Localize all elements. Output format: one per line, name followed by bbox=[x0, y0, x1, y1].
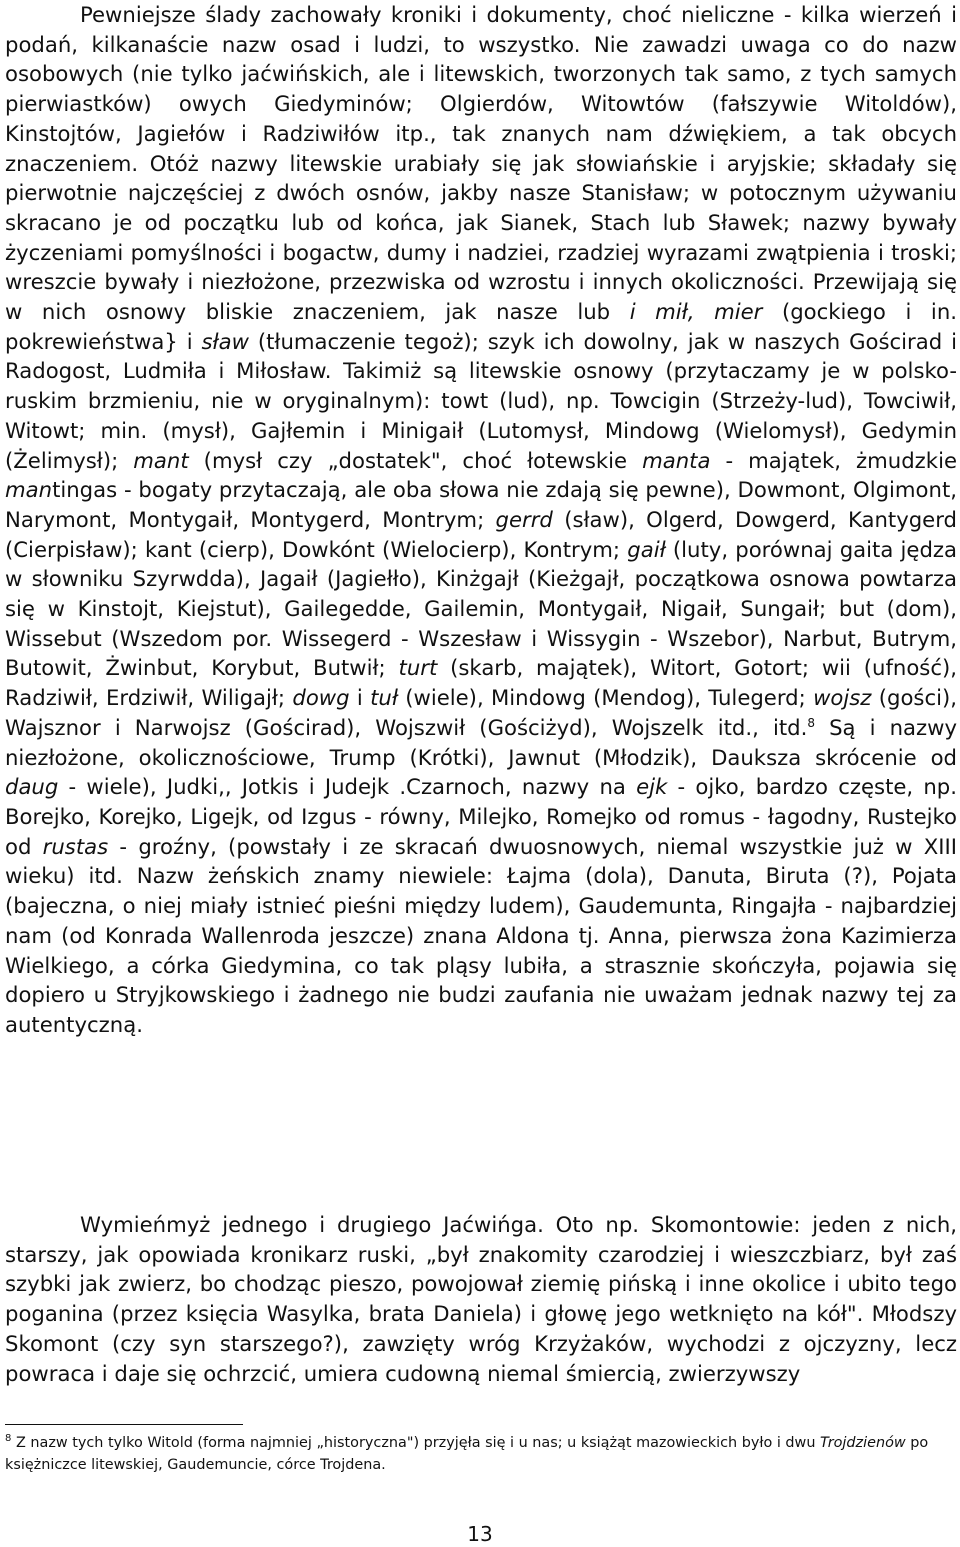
text-run: i bbox=[349, 685, 371, 711]
body-paragraph-2: Wymieńmyż jednego i drugiego Jaćwińga. Oto np. Skomontowie: jeden z nich, starszy, jak opowiada kronikarz ruski, „był znakomity czarodziej i wieszczbiarz, był zaś szybki jak zwierz, bo chodząc pieszo, powojował ziemię pińską i inne okolice i ubito tego poganina (przez księcia Wasylka, brata Daniela) i głowę jego wetknięto na kół". Młodszy Skomont (czy syn starszego?), zawzięty wróg Krzyżaków, wychodzi z ojczyzny, lecz powraca i daje się ochrzcić, umiera cudowną niemal śmiercią, zwierzywszy bbox=[5, 1212, 957, 1386]
italic-term: manta bbox=[642, 447, 711, 473]
italic-term: sław bbox=[201, 328, 249, 354]
footnote-italic-word: Trojdzienów bbox=[820, 1435, 906, 1451]
footnote-separator bbox=[5, 1424, 243, 1425]
footnote-reference: 8 bbox=[807, 715, 815, 730]
italic-term: man bbox=[5, 477, 53, 503]
text-run: (mysł czy „dostatek", choć łotewskie bbox=[188, 447, 643, 473]
text-run: (gości), Wajsznor i Narwojsz (Gościrad), Wojszwił (Gościżyd), Wojszelk itd., itd. bbox=[5, 685, 957, 740]
italic-term: turt bbox=[398, 655, 438, 681]
italic-term: i mił, mier bbox=[629, 299, 763, 325]
italic-term: wojsz bbox=[813, 685, 872, 711]
footnote-text-after: po księżniczce litewskiej, Gaudemuncie, córce Trojdena. bbox=[5, 1435, 929, 1473]
text-run: - ojko, bardzo częste, np. Borejko, Korejko, Ligejk, od Izgus - równy, Milejko, Romejko od romus - łagodny, Rustejko od bbox=[5, 774, 957, 859]
italic-term: gerrd bbox=[495, 506, 553, 532]
italic-term: mant bbox=[133, 447, 189, 473]
text-run: - majątek, żmudzkie bbox=[710, 447, 957, 473]
footnote-text-before: Z nazw tych tylko Witold (forma najmniej „historyczna") przyjęła się i u nas; u książąt mazowieckich było i dwu bbox=[11, 1435, 821, 1451]
text-run: (sław), Olgerd, Dowgerd, Kantygerd (Cierpisław); kant (cierp), Dowkónt (Wielocierp), Kontrym; bbox=[5, 506, 958, 562]
text-run: Są i nazwy niezłożone, okolicznościowe, Trump (Krótki), Jawnut (Młodzik), Dauksza skrócenie od bbox=[5, 714, 957, 770]
text-run: (skarb, majątek), Witort, Gotort; wii (ufność), Radziwił, Erdziwił, Wiligajł; bbox=[5, 655, 957, 711]
italic-term: daug bbox=[5, 774, 59, 800]
text-run: - wiele), Judki,, Jotkis i Judejk .Czarnoch, nazwy na bbox=[58, 774, 637, 800]
text-run: (tłumaczenie tegoż); szyk ich dowolny, jak w naszych Gościrad i Radogost, Ludmiła i Miłosław. Takimiż są litewskie osnowy (przytaczamy je w polsko-ruskim brzmieniu, nie w oryginalnym): towt (lud), np. Towcigin (Strzeży-lud), Towciwił, Witowt; min. (mysł), Gajłemin i Minigaił (Lutomysł, Mindowg (Wielomysł), Gedymin (Żelimysł); bbox=[5, 328, 957, 473]
italic-term: rustas bbox=[42, 833, 109, 859]
italic-term: tuł bbox=[370, 685, 398, 711]
footnote bbox=[5, 1432, 960, 1476]
text-run: - groźny, (powstały i ze skracań dwuosnowych, niemal wszystkie już w XIII wieku) itd. Nazw żeńskich znamy niewiele: Łajma (dola), Danuta, Biruta (?), Pojata (bajeczna, o niej miały istnieć pieśni między ludem), Gaudemunta, Ringajła - najbardziej nam (od Konrada Wallenroda jeszcze) znana Aldona tj. Anna, pierwsza żona Kazimierza Wielkiego, a córka Giedymina, co tak pląsy lubiła, a strasznie skończyła, pojawia się dopiero u Stryjkowskiego i żadnego nie budzi zaufania nie uważam jednak nazwy tej za autentyczną. bbox=[5, 833, 957, 1037]
body-paragraph-1 bbox=[5, 0, 957, 1040]
text-run: (luty, porównaj gaita jędza w słowniku Szyrwdda), Jagaił (Jagiełło), Kinżgajł (Kieżgajł, początkowa osnowa powtarza się w Kinstojt, Kiejstut), Gailegedde, Gailemin, Montygaił, Nigaił, Sungaił; but (dom), Wissebut (Wszedom por. Wissegerd - Wszesław i Wissygin - Wszebor), Narbut, Butrym, Butowit, Żwinbut, Korybut, Butwił; bbox=[5, 536, 957, 681]
italic-term: dowg bbox=[292, 685, 350, 711]
footnote-marker: 8 bbox=[5, 1433, 12, 1445]
text-run: (gockiego i in. pokrewieństwa} i bbox=[5, 299, 957, 354]
page-number: 13 bbox=[467, 1522, 493, 1546]
text-run: (wiele), Mindowg (Mendog), Tulegerd; bbox=[397, 685, 814, 711]
text-run: tingas - bogaty przytaczają, ale oba słowa nie zdają się pewne), Dowmont, Olgimont, Narymont, Montygaił, Montygerd, Montrym; bbox=[5, 477, 957, 532]
italic-term: ejk bbox=[636, 774, 668, 800]
italic-term: gaił bbox=[627, 536, 666, 562]
text-run: Pewniejsze ślady zachowały kroniki i dokumenty, choć nieliczne - kilka wierzeń i podań, kilkanaście nazw osad i ludzi, to wszystko. Nie zawadzi uwaga co do nazw osobowych (nie tylko jaćwińskich, ale i litewskich, tworzonych tak samo, z tych samych pierwiastków) owych Giedyminów; Olgierdów, Witowtów (fałszywie Witoldów), Kinstojtów, Jagiełów i Radziwiłów itp., tak znanych nam dźwiękiem, a tak obcych znaczeniem. Otóż nazwy litewskie urabiały się jak słowiańskie i aryjskie; składały się pierwotnie najczęściej z dwóch osnów, jakby nasze Stanisław; w potocznym używaniu skracano je od początku lub od końca, jak Sianek, Stach lub Sławek; nazwy bywały życzeniami pomyślności i bogactw, dumy i nadziei, rzadziej wyrazami zwątpienia i troski; wreszcie bywały i niezłożone, przezwiska od wzrostu i innych okoliczności. Przewijają się w nich osnowy bliskie znaczeniem, jak nasze lub bbox=[5, 2, 957, 325]
